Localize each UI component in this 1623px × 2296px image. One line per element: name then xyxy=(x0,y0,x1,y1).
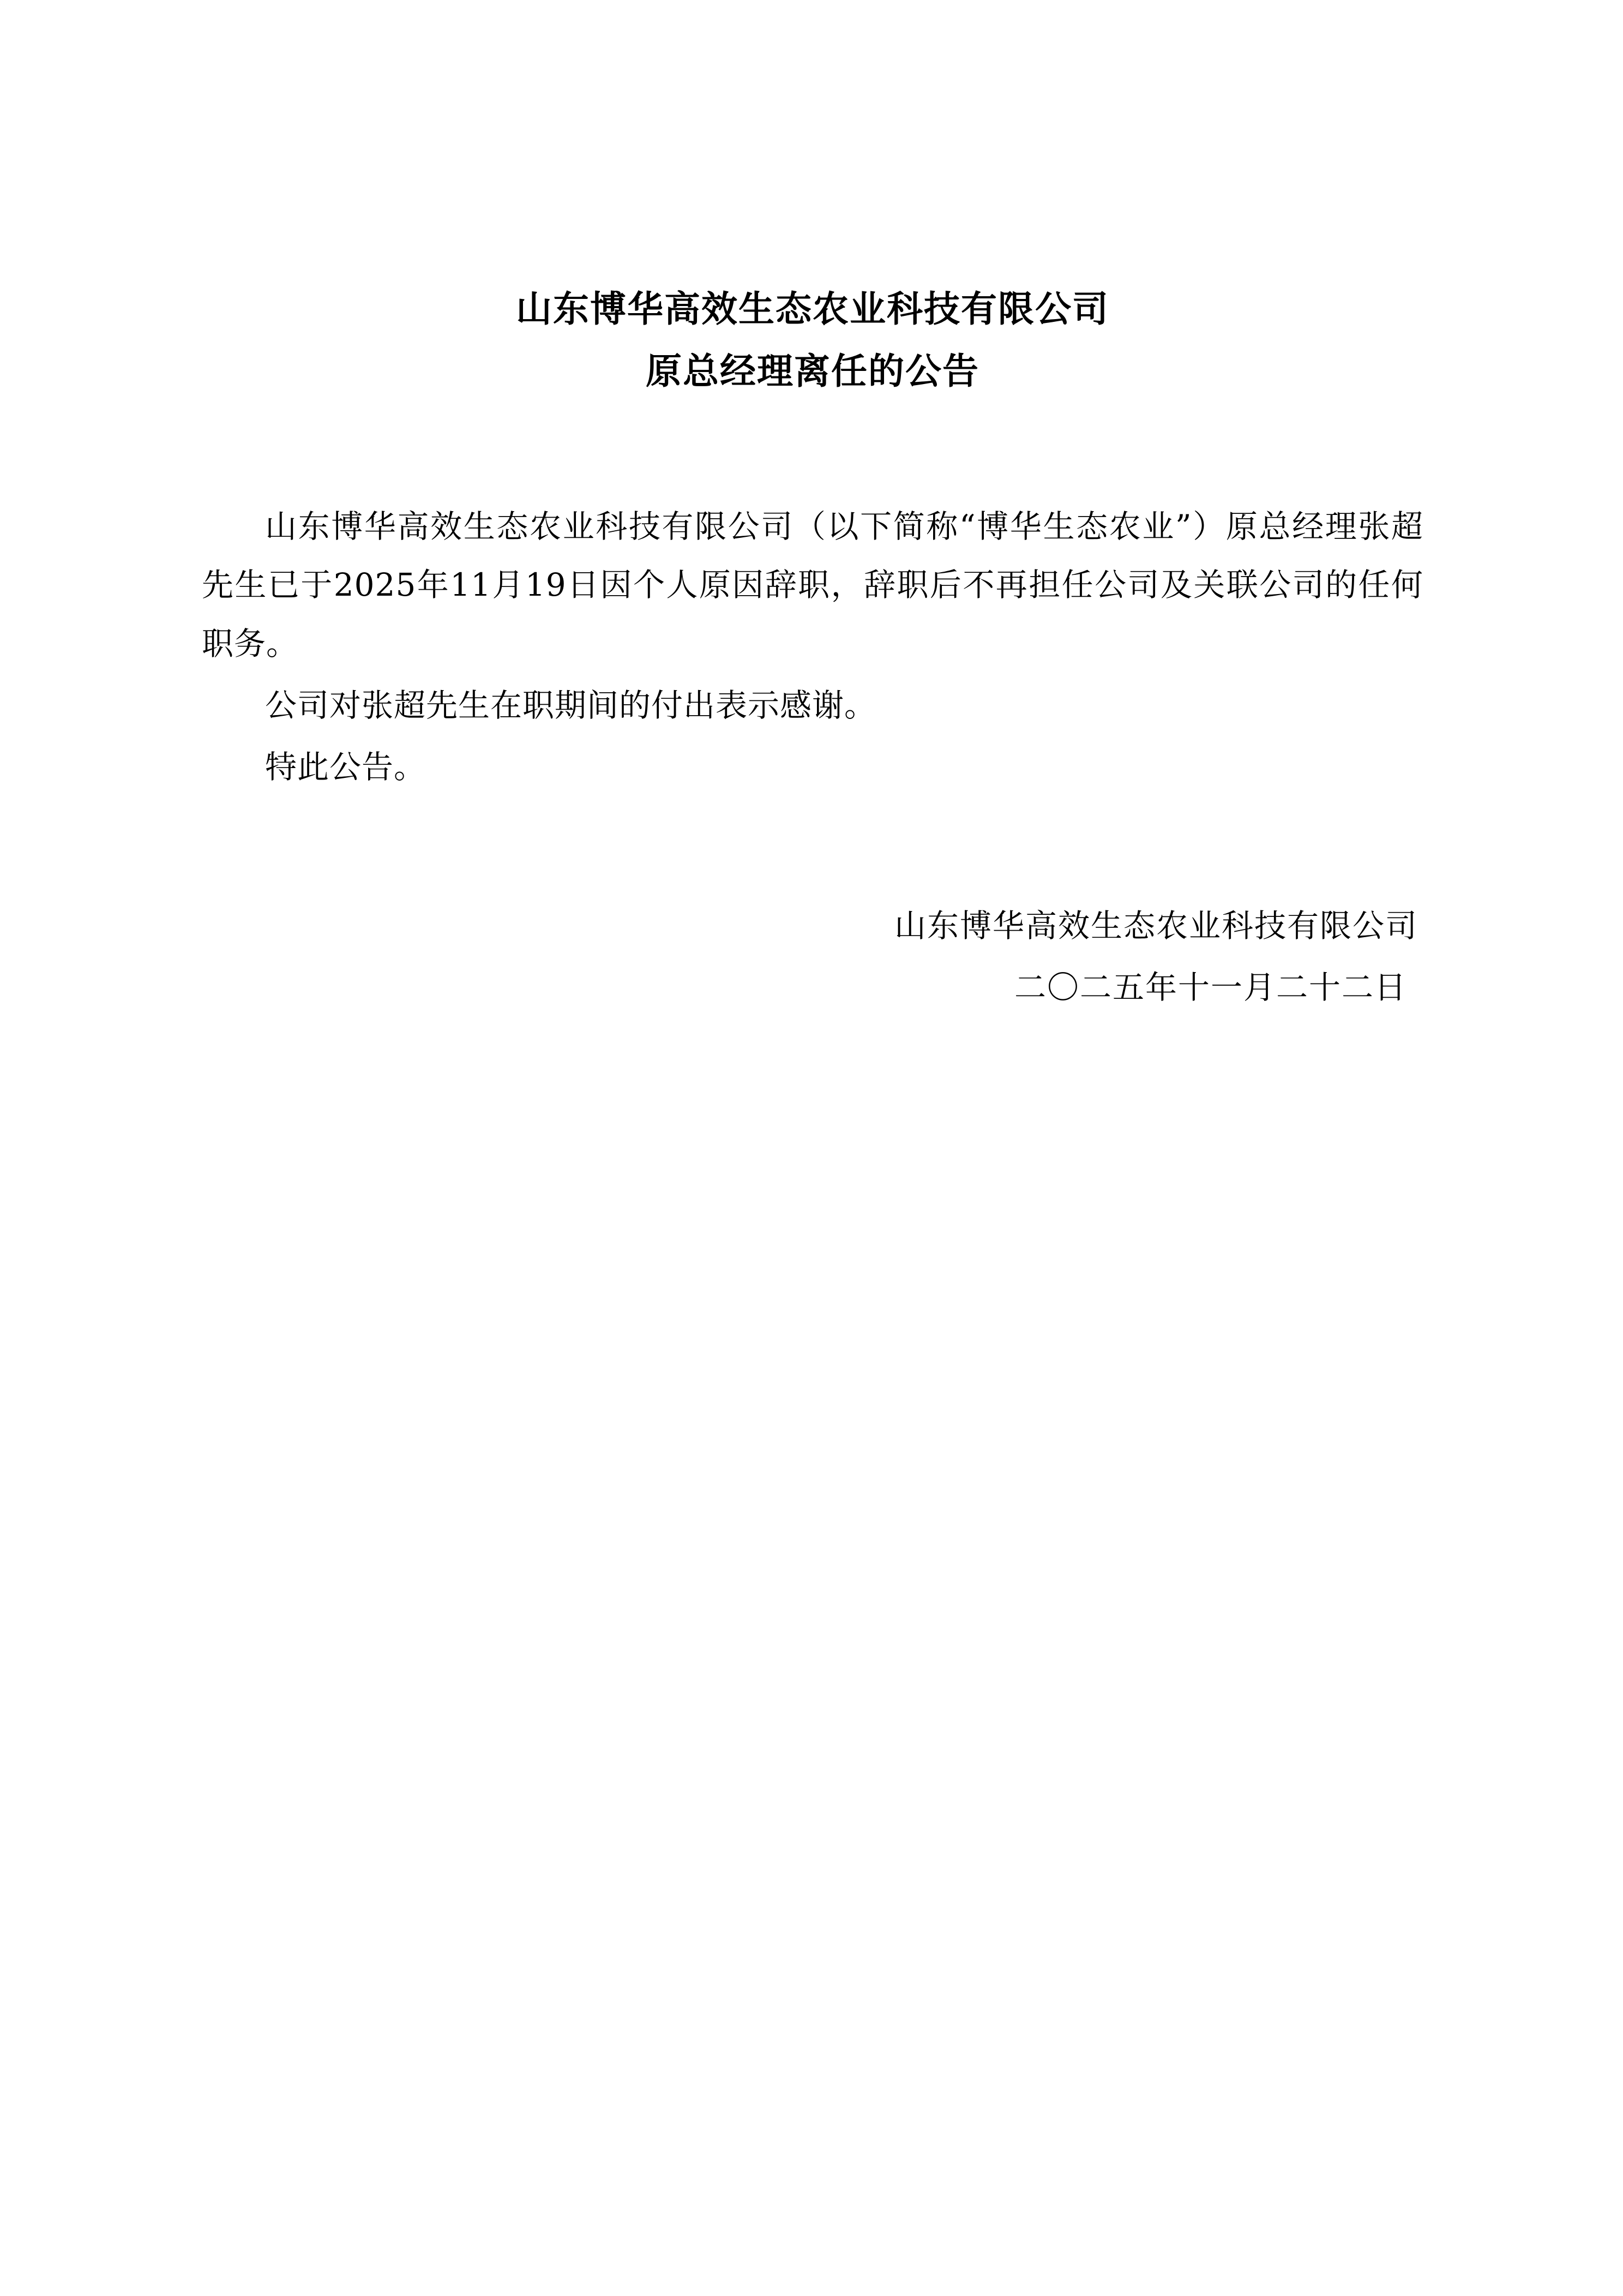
signature-block xyxy=(202,895,1423,1018)
document-title xyxy=(202,278,1423,402)
title-line-1: 山东博华高效生态农业科技有限公司 xyxy=(516,287,1109,330)
body-paragraph-3: 特此公告。 xyxy=(265,748,426,786)
body-paragraph-1: 山东博华高效生态农业科技有限公司（以下简称“博华生态农业”）原总经理张超先生已于2025年11月19日因个人原因辞职，辞职后不再担任公司及关联公司的任何职务。 xyxy=(202,508,1423,662)
title-line-2: 原总经理离任的公告 xyxy=(646,349,979,392)
body-paragraph-2: 公司对张超先生在职期间的付出表示感谢。 xyxy=(265,686,877,724)
signature-company: 山东博华高效生态农业科技有限公司 xyxy=(894,907,1418,944)
document-body xyxy=(202,497,1423,796)
document-content xyxy=(202,278,1423,1018)
signature-date: 二〇二五年十一月二十二日 xyxy=(1014,968,1407,1006)
